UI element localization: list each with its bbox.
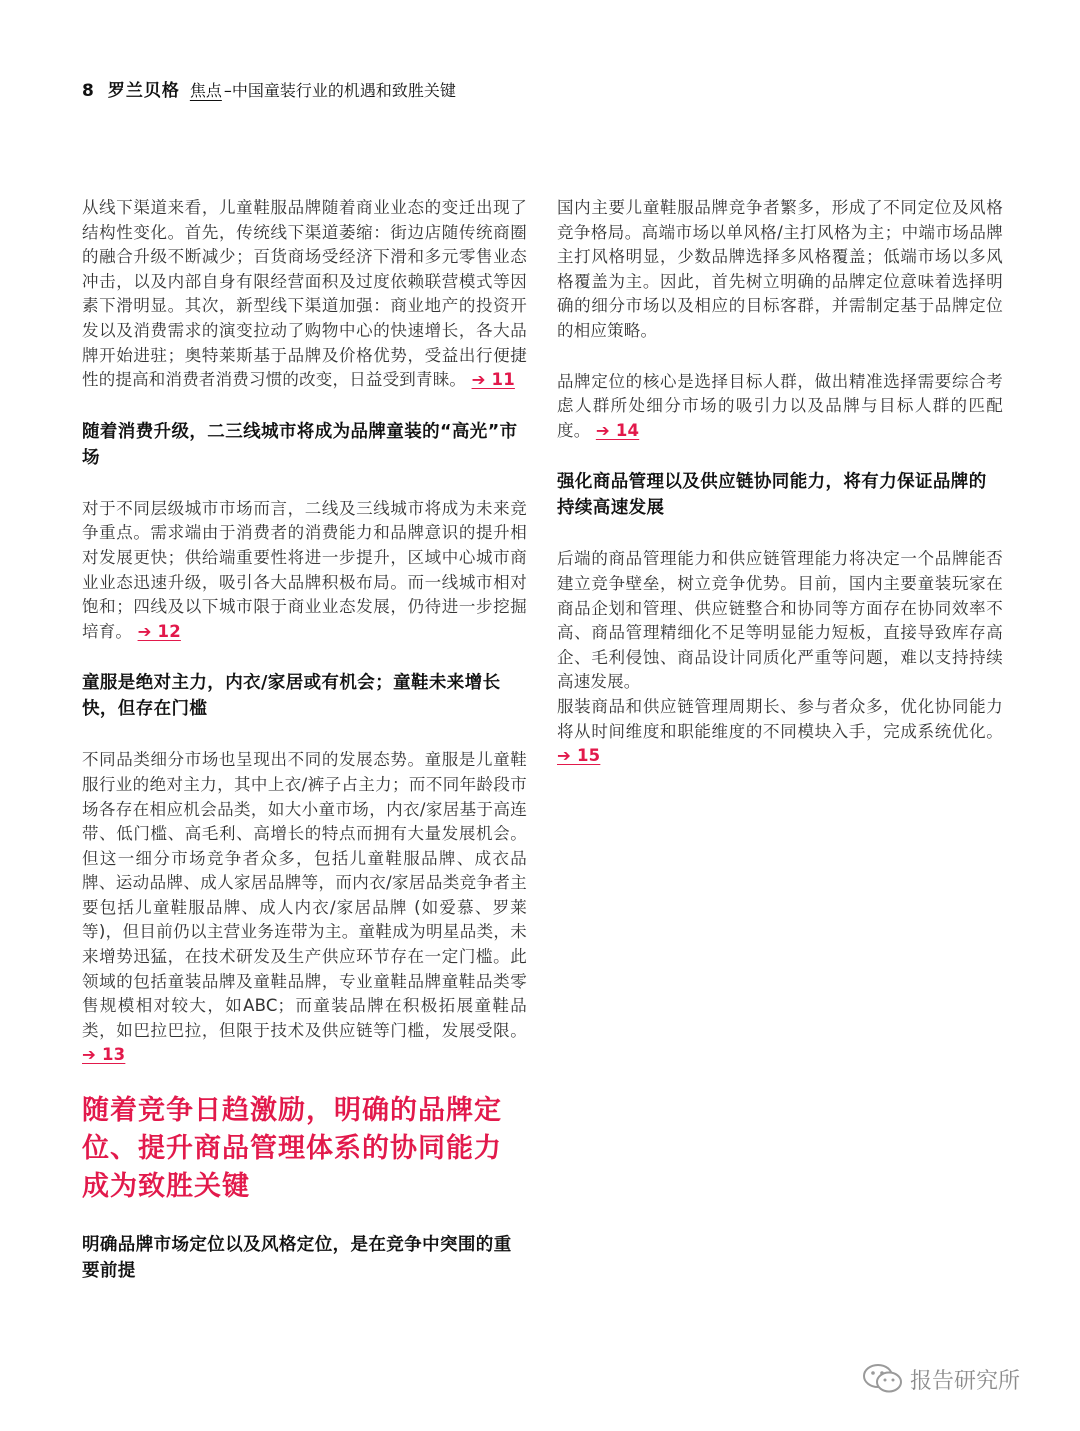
paragraph-competition-landscape: 国内主要儿童鞋服品牌竞争者繁多，形成了不同定位及风格竞争格局。高端市场以单风格/主打风格为主；中端市场品牌主打风格明显，少数品牌选择多风格覆盖；低端市场以多风格覆盖为主。因此，首先树立明确的品牌定位意味着选择明确的细分市场以及相应的目标客群，并需制定基于品牌定位的相应策略。 xyxy=(557,198,1003,340)
reference-link-14[interactable]: ➔ 14 xyxy=(595,420,640,440)
subheading-brand-positioning: 明确品牌市场定位以及风格定位，是在竞争中突围的重要前提 xyxy=(82,1235,512,1282)
paragraph-text: 服装商品和供应链管理周期长、参与者众多，优化协同能力将从时间维度和职能维度的不同模块入手，完成系统优化。 xyxy=(557,696,1003,741)
paragraph-city-tiers xyxy=(82,497,527,645)
reference-link-13[interactable]: ➔ 13 xyxy=(82,1045,126,1065)
watermark-text: 报告研究所 xyxy=(910,1368,1021,1394)
subheading-supply-chain: 强化商品管理以及供应链协同能力，将有力保证品牌的持续高速发展 xyxy=(557,472,987,519)
page-header xyxy=(82,76,456,106)
paragraph-text: 品牌定位的核心是选择目标人群，做出精准选择需要综合考虑人群所处细分市场的吸引力以及品牌与目标人群的匹配度。 xyxy=(557,371,1003,440)
paragraph-text: 对于不同层级城市市场而言，二线及三线城市将成为未来竞争重点。需求端由于消费者的消费能力和品牌意识的提升相对发展更快；供给端重要性将进一步提升，区域中心城市商业业态迅速升级，吸引各大品牌积极布局。而一线城市相对饱和；四线及以下城市限于商业业态发展，仍待进一步挖掘培育。 xyxy=(82,498,527,641)
reference-link-11[interactable]: ➔ 11 xyxy=(471,370,515,390)
header-title: –中国童装行业的机遇和致胜关键 xyxy=(223,81,456,100)
paragraph-categories xyxy=(82,748,527,1068)
subheading-tier-cities: 随着消费升级，二三线城市将成为品牌童装的“高光”市场 xyxy=(82,421,518,468)
subheading-categories: 童服是绝对主力，内衣/家居或有机会；童鞋未来增长快，但存在门槛 xyxy=(82,673,501,720)
wechat-icon xyxy=(862,1362,904,1396)
watermark xyxy=(862,1362,1020,1396)
reference-link-15[interactable]: ➔ 15 xyxy=(557,746,601,766)
paragraph-positioning-core xyxy=(557,370,1003,444)
right-column xyxy=(557,196,1003,769)
paragraph-supply-chain: 后端的商品管理能力和供应链管理能力将决定一个品牌能否建立竞争壁垒，树立竞争优势。目前，国内主要童装玩家在商品企划和管理、供应链整合和协同等方面存在协同效率不高、商品管理精细化不足等明显能力短板，直接导致库存高企、毛利侵蚀、商品设计同质化严重等问题，难以支持持续高速发展。 xyxy=(557,549,1003,692)
section-label: 焦点 xyxy=(189,81,222,100)
left-column xyxy=(82,196,527,1284)
paragraph-optimization xyxy=(557,695,1003,769)
page-number: 8 xyxy=(82,81,94,101)
brand-name: 罗兰贝格 xyxy=(107,81,180,101)
paragraph-text: 从线下渠道来看，儿童鞋服品牌随着商业业态的变迁出现了结构性变化。首先，传统线下渠道萎缩：街边店随传统商圈的融合升级不断减少；百货商场受经济下滑和多元零售业态冲击，以及内部自身有限经营面积及过度依赖联营模式等因素下滑明显。其次，新型线下渠道加强：商业地产的投资开发以及消费需求的演变拉动了购物中心的快速增长，各大品牌开始进驻；奥特莱斯基于品牌及价格优势，受益出行便捷性的提高和消费者消费习惯的改变，日益受到青睐。 xyxy=(82,198,527,390)
section-heading-key-success: 随着竞争日趋激励，明确的品牌定位、提升商品管理体系的协同能力成为致胜关键 xyxy=(82,1095,502,1203)
paragraph-offline-channels xyxy=(82,196,527,393)
reference-link-12[interactable]: ➔ 12 xyxy=(137,621,181,641)
paragraph-text: 不同品类细分市场也呈现出不同的发展态势。童服是儿童鞋服行业的绝对主力，其中上衣/裤子占主力；而不同年龄段市场各存在相应机会品类，如大小童市场，内衣/家居基于高连带、低门槛、高毛利、高增长的特点而拥有大量发展机会。但这一细分市场竞争者众多，包括儿童鞋服品牌、成衣品牌、运动品牌、成人家居品牌等，而内衣/家居品类竞争者主要包括儿童鞋服品牌、成人内衣/家居品牌 (如爱慕、罗莱等)，但目前仍以主营业务连带为主。童鞋成为明星品类，未来增势迅猛，在技术研发及生产供应环节存在一定门槛。此领域的包括童装品牌及童鞋品牌，专业童鞋品牌童鞋品类零售规模相对较大，如ABC；而童装品牌在积极拓展童鞋品类，如巴拉巴拉，但限于技术及供应链等门槛，发展受限。 xyxy=(82,750,527,1040)
